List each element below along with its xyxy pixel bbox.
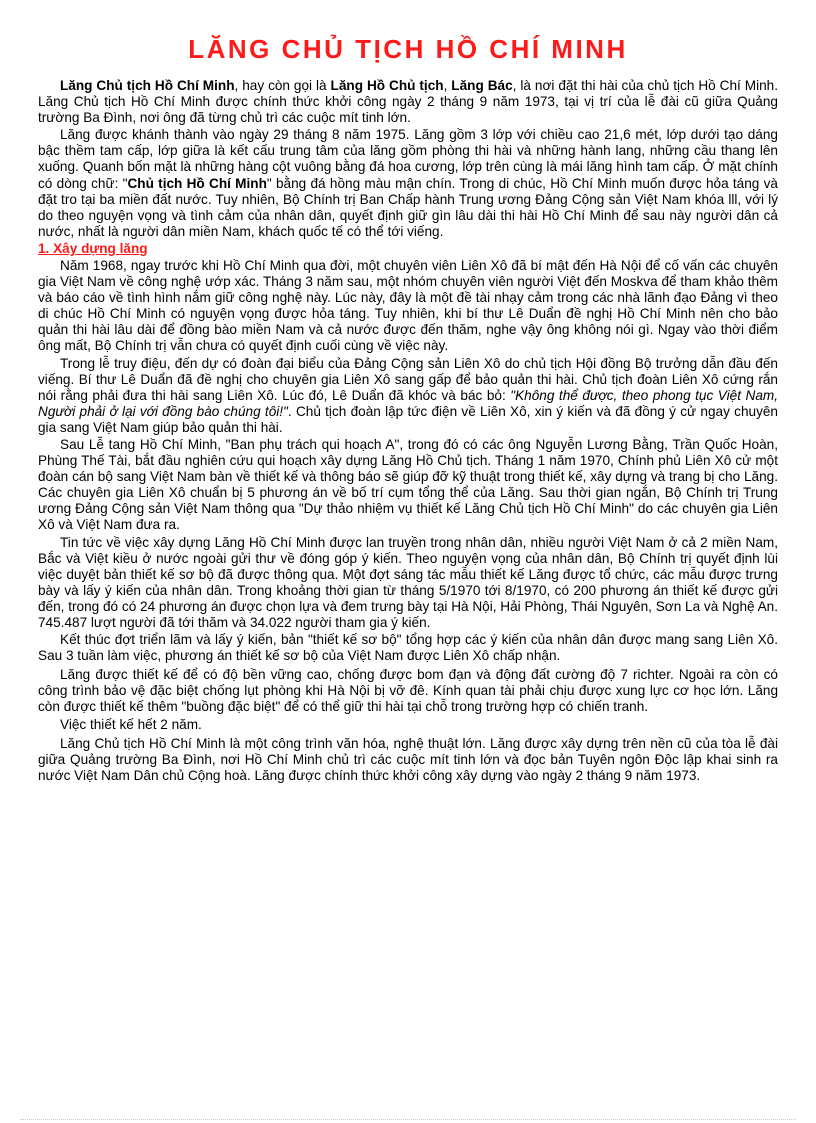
document-title: LĂNG CHỦ TỊCH HỒ CHÍ MINH (188, 34, 628, 64)
section1-paragraph-6: Lăng được thiết kế để có độ bền vững cao, chống được bom đạn và động đất cường độ 7 richter. Ngoài ra còn có công trình bảo vệ đặc biệt chống lụt phòng khi Hà Nội bị vỡ đê. Kính quan tài phải chịu được xung lực cơ học lớn. Lăng còn được thiết kế thêm "buồng đặc biệt" để có thể giữ thi hài tại chỗ trong trường hợp có chiến tranh. (38, 667, 778, 715)
page-bottom-divider (20, 1119, 796, 1120)
text-run: Trong lễ truy điệu, đến dự có đoàn đại biểu của Đảng Cộng sản Liên Xô do chủ tịch Hội đồng Bộ trưởng dẫn đầu đến viếng. Bí thư Lê Duẩn đã đề nghị cho chuyên gia Liên Xô sang gấp để bảo quản thi hài. Chủ tịch đoàn Liên Xô cứng rắn nói rằng phải đưa thi hài sang Liên Xô. Lúc đó, Lê Duẩn đã khóc và bác bỏ: (38, 355, 778, 403)
document-page (38, 34, 778, 785)
text-run: " bằng đá hồng màu mận chín. Trong di chúc, Hồ Chí Minh muốn được hỏa táng và đặt tro tại ba miền đất nước. Tuy nhiên, Bộ Chính trị Ban Chấp hành Trung ương Đảng Cộng sản Việt Nam khóa lll, với lý do theo nguyện vọng và tình cảm của nhân dân, quyết định giữ gìn lâu dài thi hài Hồ Chí Minh để sau này người dân cả nước, nhất là người dân miền Nam, khách quốc tế có thể tới viếng. (38, 175, 778, 239)
section1-paragraph-3: Sau Lễ tang Hồ Chí Minh, "Ban phụ trách qui hoạch A", trong đó có các ông Nguyễn Lương Bằng, Trần Quốc Hoàn, Phùng Thế Tài, bắt đầu nghiên cứu qui hoạch xây dựng Lăng Hồ Chủ tịch. Tháng 1 năm 1970, Chính phủ Liên Xô cử một đoàn cán bộ sang Việt Nam bàn về thiết kế và thông báo sẽ giúp đỡ kỹ thuật trong thiết kế, xây dựng và trang bị cho Lăng. Các chuyên gia Liên Xô chuẩn bị 5 phương án về bố trí cụm tổng thể của Lăng. Sau thời gian ngắn, Bộ Chính trị Trung ương Đảng Cộng sản Việt Nam thông qua "Dự thảo nhiệm vụ thiết kế Lăng Chủ tịch Hồ Chí Minh" do các chuyên gia Liên Xô và Việt Nam đưa ra. (38, 436, 778, 533)
italic-quote: "Không thể được, theo phong tục Việt Nam, Người phải ở lại với đồng bào chúng tôi!" (38, 387, 778, 419)
section1-paragraph-7: Việc thiết kế hết 2 năm. (60, 716, 202, 732)
section1-paragraph-1: Năm 1968, ngay trước khi Hồ Chí Minh qua đời, một chuyên viên Liên Xô đã bí mật đến Hà Nội để cố vấn các chuyên gia Việt Nam về công nghệ ướp xác. Tháng 3 năm sau, một nhóm chuyên viên người Việt đến Moskva để tham khảo thêm và báo cáo về tình hình nắm giữ công nghệ này. Lúc này, đây là một đề tài nhạy cảm trong các nhà lãnh đạo Đảng vì theo di chúc Hồ Chí Minh có nguyện vọng được hỏa táng. Tuy nhiên, khi bí thư Lê Duẩn đề nghị Hồ Chí Minh nên cho bảo quản thi hài lâu dài để đồng bào miền Nam và cả nước được đến thăm, nghe vậy ông không nói gì. Ngay vào thời điểm ông mất, Bộ Chính trị vẫn chưa có quyết định cuối cùng về việc này. (38, 257, 778, 354)
section1-paragraph-2 (38, 356, 778, 436)
bold-inscription: Chủ tịch Hồ Chí Minh (127, 175, 267, 191)
text-run: , là nơi đặt thi hài của chủ tịch Hồ Chí Minh. Lăng Chủ tịch Hồ Chí Minh được chính thức khởi công ngày 2 tháng 9 năm 1973, tại vị trí của lễ đài cũ giữa Quảng trường Ba Đình, nơi ông đã từng chủ trì các cuộc mít tinh lớn. (38, 78, 778, 126)
section-heading-construction: 1. Xây dựng lăng (38, 240, 148, 256)
bold-term-lang-chu-tich: Lăng Chủ tịch Hồ Chí Minh (60, 78, 235, 93)
section1-paragraph-5: Kết thúc đợt triển lãm và lấy ý kiến, bản "thiết kế sơ bộ" tổng hợp các ý kiến của nhân dân được mang sang Liên Xô. Sau 3 tuần làm việc, phương án thiết kế sơ bộ của Việt Nam được Liên Xô chấp nhận. (38, 632, 778, 664)
text-run: , hay còn gọi là (234, 78, 331, 93)
text-run: Lăng được khánh thành vào ngày 29 tháng 8 năm 1975. Lăng gồm 3 lớp với chiều cao 21,6 mét, lớp dưới tạo dáng bậc thềm tam cấp, lớp giữa là kết cấu trung tâm của lăng gồm phòng thi hài và những hành lang, những cầu thang lên xuống. Quanh bốn mặt là những hàng cột vuông bằng đá hoa cương, lớp trên cùng là mái lăng hình tam cấp. Ở mặt chính có dòng chữ: " (38, 127, 778, 191)
text-run: , (443, 78, 452, 93)
bold-term-lang-ho-chu-tich: Lăng Hồ Chủ tịch (330, 78, 444, 93)
intro-paragraph-2 (38, 127, 778, 240)
text-run: . Chủ tịch đoàn lập tức điện về Liên Xô, xin ý kiến và đã đồng ý cử ngay chuyên gia sang Việt Nam giúp bảo quản thi hài. (38, 403, 778, 435)
section1-paragraph-4: Tin tức về việc xây dựng Lăng Hồ Chí Minh được lan truyền trong nhân dân, nhiều người Việt Nam ở cả 2 miền Nam, Bắc và Việt kiều ở nước ngoài gửi thư về đóng góp ý kiến. Theo nguyện vọng của nhân dân, Bộ Chính trị quyết định lùi việc duyệt bản thiết kế sơ bộ đã được thông qua. Một đợt sáng tác mẫu thiết kế Lăng được tổ chức, các mẫu được trưng bày và lấy ý kiến của nhân dân. Trong khoảng thời gian từ tháng 5/1970 tới 8/1970, có 200 phương án thiết kế được gửi đến, trong đó có 24 phương án được chọn lựa và đem trưng bày tại Hà Nội, Hải Phòng, Thái Nguyên, Sơn La và Nghệ An. 745.487 lượt người đã tới thăm và 34.022 người tham gia ý kiến. (38, 534, 778, 630)
section1-paragraph-8: Lăng Chủ tịch Hồ Chí Minh là một công trình văn hóa, nghệ thuật lớn. Lăng được xây dựng trên nền cũ của tòa lễ đài giữa Quảng trường Ba Đình, nơi Hồ Chí Minh chủ trì các cuộc mít tinh lớn và đọc bản Tuyên ngôn Độc lập khai sinh ra nước Việt Nam Dân chủ Cộng hoà. Lăng được chính thức khởi công xây dựng vào ngày 2 tháng 9 năm 1973. (38, 735, 778, 783)
bold-term-lang-bac: Lăng Bác (451, 78, 513, 93)
intro-paragraph-1 (38, 78, 778, 126)
